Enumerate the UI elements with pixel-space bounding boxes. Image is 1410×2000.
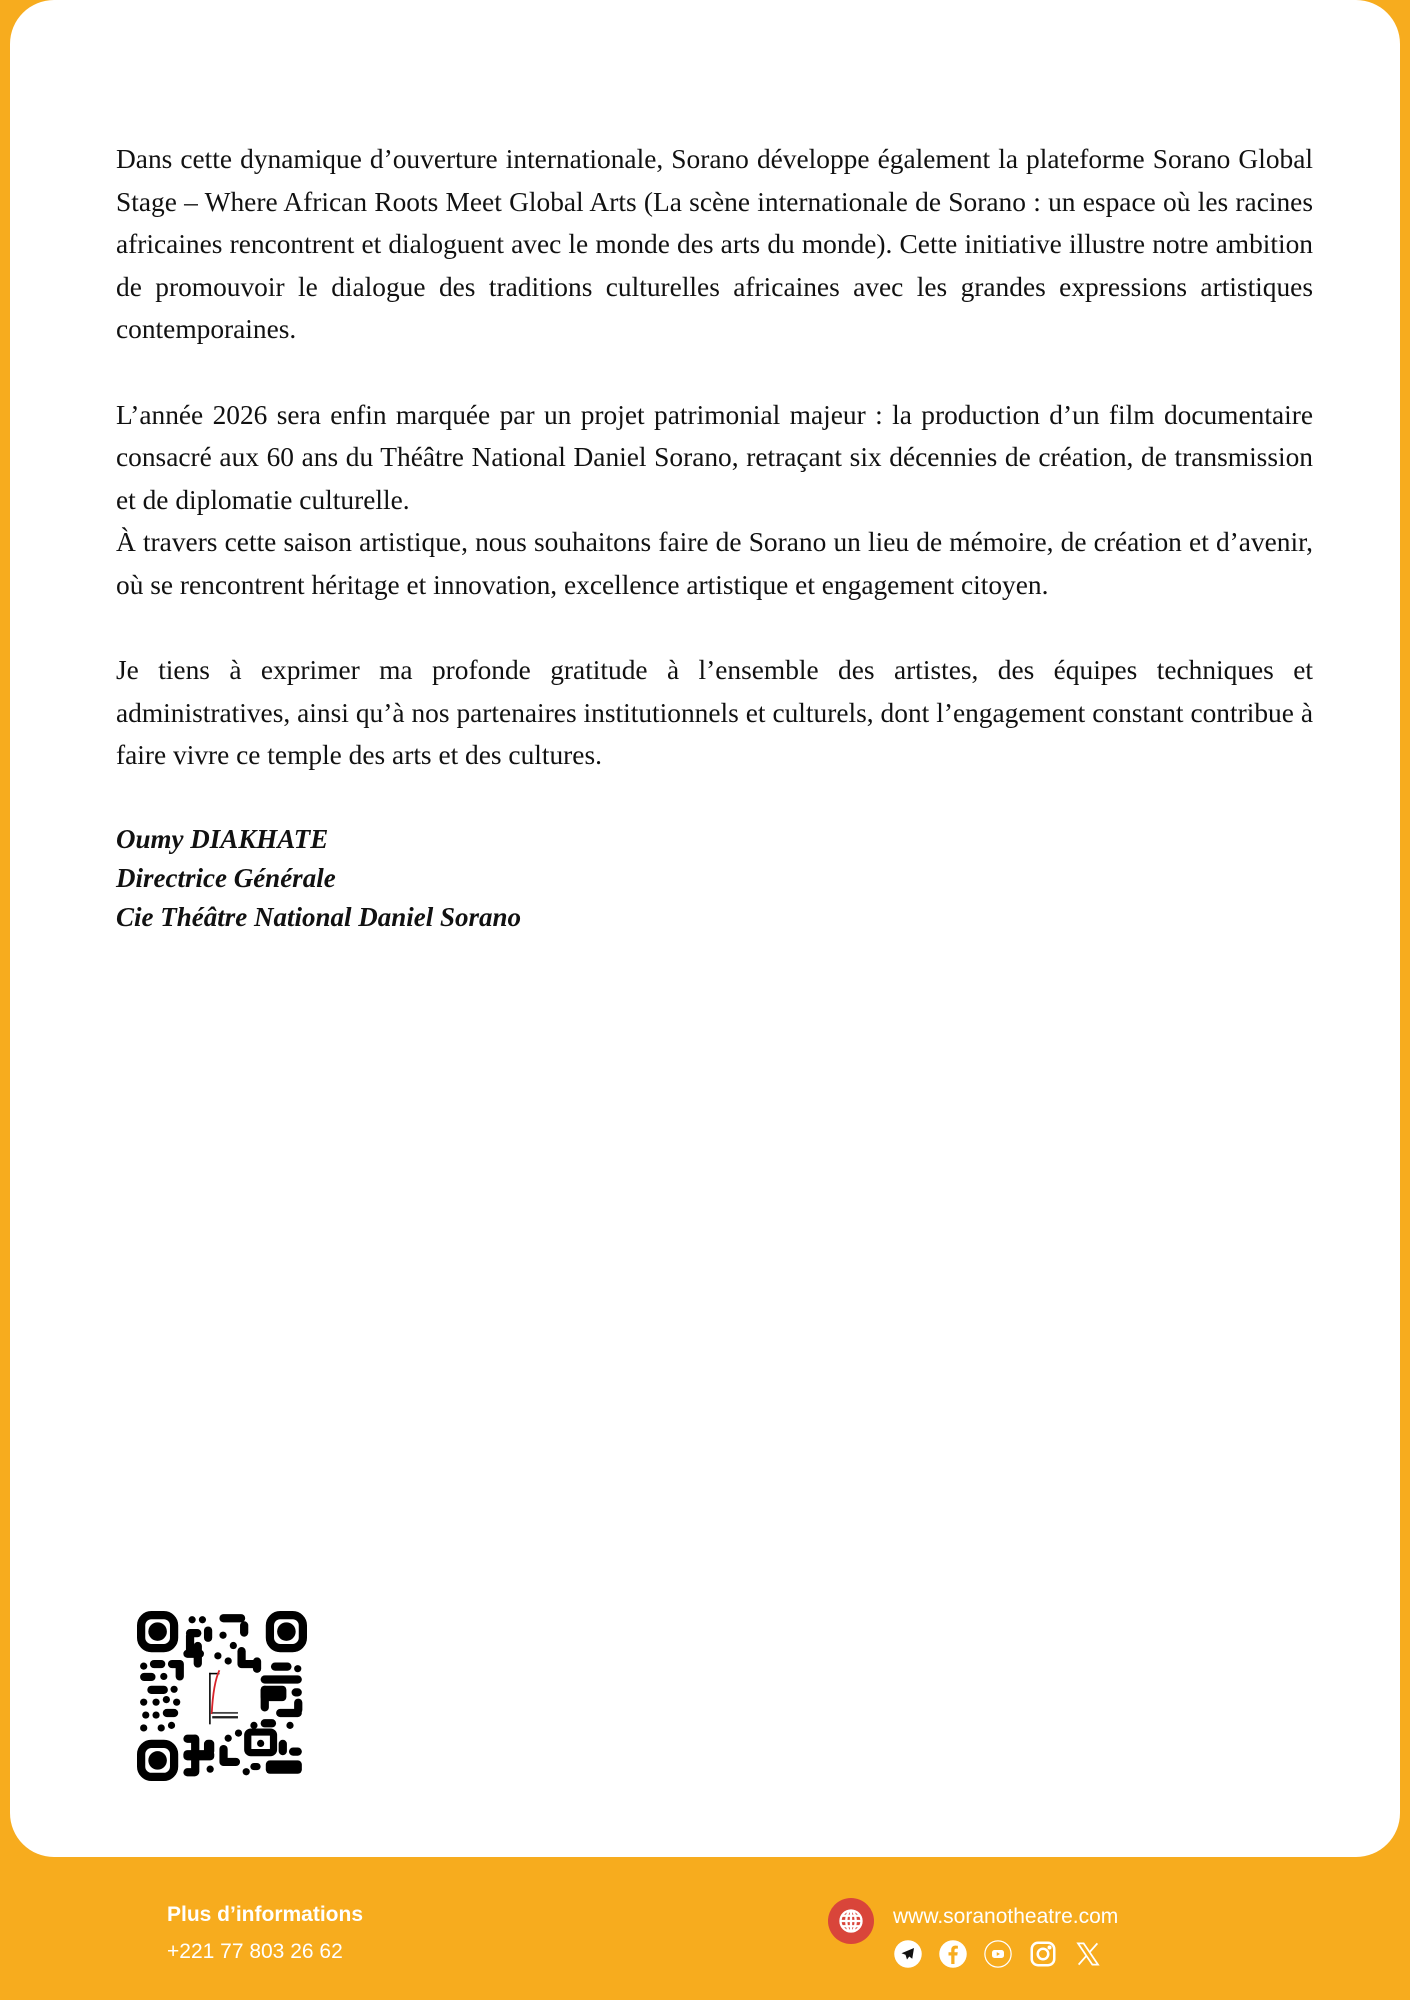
youtube-icon[interactable]: [983, 1939, 1013, 1969]
signature-title: Directrice Générale: [116, 862, 336, 893]
footer-info-title: Plus d’informations: [167, 1903, 364, 1926]
telegram-icon[interactable]: [893, 1939, 923, 1969]
paragraph-spacer: [116, 351, 1313, 394]
signature-organization: Cie Théâtre National Daniel Sorano: [116, 901, 522, 932]
letter-body: [116, 138, 1313, 937]
page-card: [10, 0, 1400, 1857]
footer-contact: [167, 1902, 363, 1965]
globe-icon: [828, 1898, 874, 1944]
website-link[interactable]: www.soranotheatre.com: [893, 1905, 1119, 1928]
footer-phone[interactable]: +221 77 803 26 62: [167, 1940, 343, 1963]
signature-block: [116, 820, 1313, 937]
qr-code-icon: [137, 1611, 307, 1781]
instagram-icon[interactable]: [1028, 1939, 1058, 1969]
paragraph-gratitude: Je tiens à exprimer ma profonde gratitude à l’ensemble des artistes, des équipes techniques et administratives, ainsi qu’à nos partenaires institutionnels et culturels, dont l’engagement constant contribue à faire vivre ce temple des arts et des cultures.: [116, 655, 1313, 771]
paragraph-season: À travers cette saison artistique, nous souhaitons faire de Sorano un lieu de mémoire, de création et d’avenir, où se rencontrent héritage et innovation, excellence artistique et engagement citoyen.: [116, 527, 1313, 600]
paragraph-global-stage: Dans cette dynamique d’ouverture internationale, Sorano développe également la plateforme Sorano Global Stage – Where African Roots Meet Global Arts (La scène internationale de Sorano : un espace où les racines africaines rencontrent et dialoguent avec le monde des arts du monde). Cette initiative illustre notre ambition de promouvoir le dialogue des traditions culturelles africaines avec les grandes expressions artistiques contemporaines.: [116, 144, 1313, 345]
paragraph-spacer: [116, 607, 1313, 650]
x-icon[interactable]: [1073, 1939, 1103, 1969]
social-links: [893, 1939, 1103, 1969]
paragraph-documentary: L’année 2026 sera enfin marquée par un projet patrimonial majeur : la production d’un film documentaire consacré aux 60 ans du Théâtre National Daniel Sorano, retraçant six décennies de création, de transmission et de diplomatie culturelle.: [116, 399, 1313, 515]
facebook-icon[interactable]: [938, 1939, 968, 1969]
signature-name: Oumy DIAKHATE: [116, 823, 329, 854]
